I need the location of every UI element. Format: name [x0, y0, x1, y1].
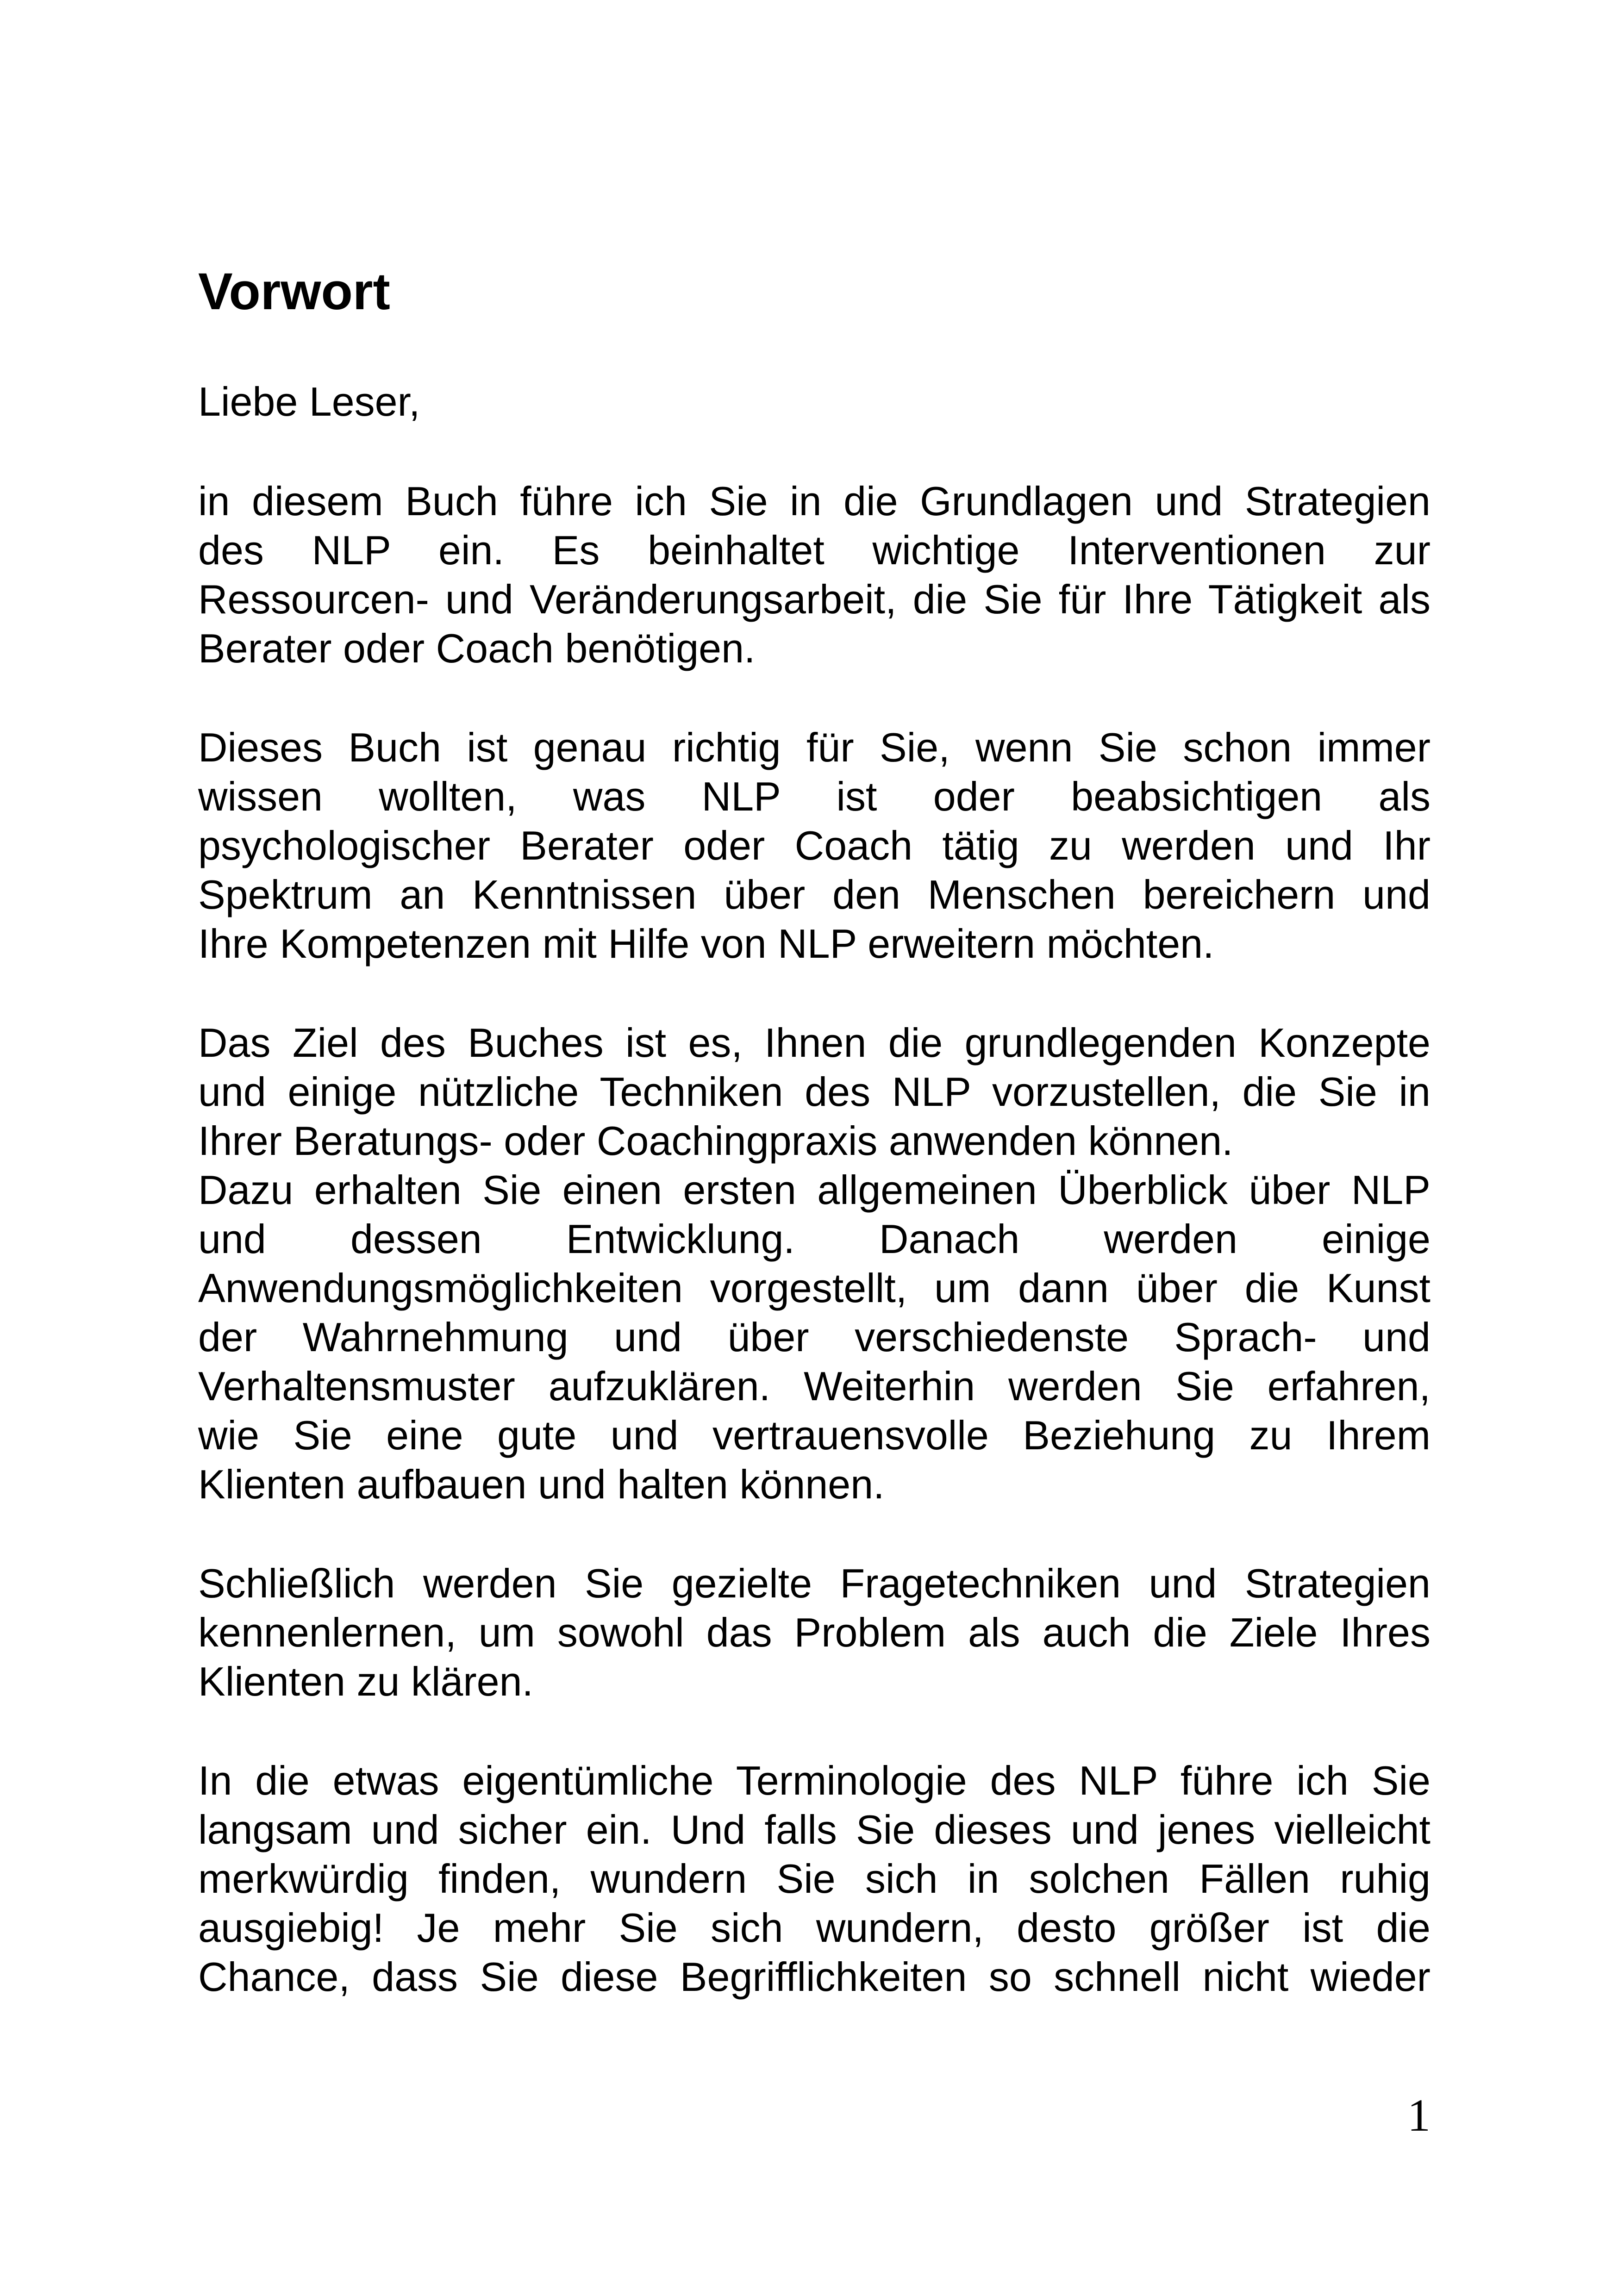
greeting: Liebe Leser,	[198, 379, 420, 424]
paragraph-line: und einige nützliche Techniken des NLP vorzustellen, die Sie in	[198, 1069, 1430, 1115]
paragraph-line: Dazu erhalten Sie einen ersten allgemeinen Überblick über NLP	[198, 1167, 1430, 1213]
paragraph-line: Ihrer Beratungs- oder Coachingpraxis anwenden können.	[198, 1118, 1233, 1164]
paragraph-line: Chance, dass Sie diese Begrifflichkeiten so schnell nicht wieder	[198, 1954, 1430, 2000]
paragraph-line: der Wahrnehmung und über verschiedenste Sprach- und	[198, 1314, 1430, 1360]
paragraph-line: in diesem Buch führe ich Sie in die Grundlagen und Strategien	[198, 478, 1430, 524]
paragraph-line: Anwendungsmöglichkeiten vorgestellt, um dann über die Kunst	[198, 1265, 1430, 1311]
paragraph-line: merkwürdig finden, wundern Sie sich in solchen Fällen ruhig	[198, 1856, 1430, 1902]
paragraph-line: wie Sie eine gute und vertrauensvolle Beziehung zu Ihrem	[198, 1412, 1430, 1458]
paragraph-line: des NLP ein. Es beinhaltet wichtige Interventionen zur	[198, 527, 1430, 573]
paragraph-line: Berater oder Coach benötigen.	[198, 625, 756, 671]
paragraph-line: Verhaltensmuster aufzuklären. Weiterhin werden Sie erfahren,	[198, 1363, 1430, 1409]
paragraph-line: psychologischer Berater oder Coach tätig zu werden und Ihr	[198, 823, 1430, 868]
page-title: Vorwort	[198, 262, 390, 320]
paragraph-line: In die etwas eigentümliche Terminologie des NLP führe ich Sie	[198, 1758, 1430, 1803]
paragraph-line: Spektrum an Kenntnissen über den Menschen bereichern und	[198, 872, 1430, 917]
paragraph-line: Klienten zu klären.	[198, 1659, 533, 1704]
page-number: 1	[1407, 2089, 1430, 2141]
paragraph-line: und dessen Entwicklung. Danach werden einige	[198, 1216, 1430, 1262]
paragraph-line: Ressourcen- und Veränderungsarbeit, die Sie für Ihre Tätigkeit als	[198, 576, 1430, 622]
paragraph-line: langsam und sicher ein. Und falls Sie dieses und jenes vielleicht	[198, 1807, 1430, 1852]
paragraph-line: Klienten aufbauen und halten können.	[198, 1461, 885, 1507]
paragraph-line: ausgiebig! Je mehr Sie sich wundern, desto größer ist die	[198, 1905, 1430, 1951]
paragraph-line: wissen wollten, was NLP ist oder beabsichtigen als	[198, 773, 1430, 819]
paragraph-line: Ihre Kompetenzen mit Hilfe von NLP erweitern möchten.	[198, 921, 1214, 967]
paragraph-line: Schließlich werden Sie gezielte Fragetechniken und Strategien	[198, 1560, 1430, 1606]
paragraph-line: Das Ziel des Buches ist es, Ihnen die grundlegenden Konzepte	[198, 1020, 1430, 1066]
paragraph-line: kennenlernen, um sowohl das Problem als auch die Ziele Ihres	[198, 1609, 1430, 1655]
paragraph-line: Dieses Buch ist genau richtig für Sie, wenn Sie schon immer	[198, 724, 1430, 770]
